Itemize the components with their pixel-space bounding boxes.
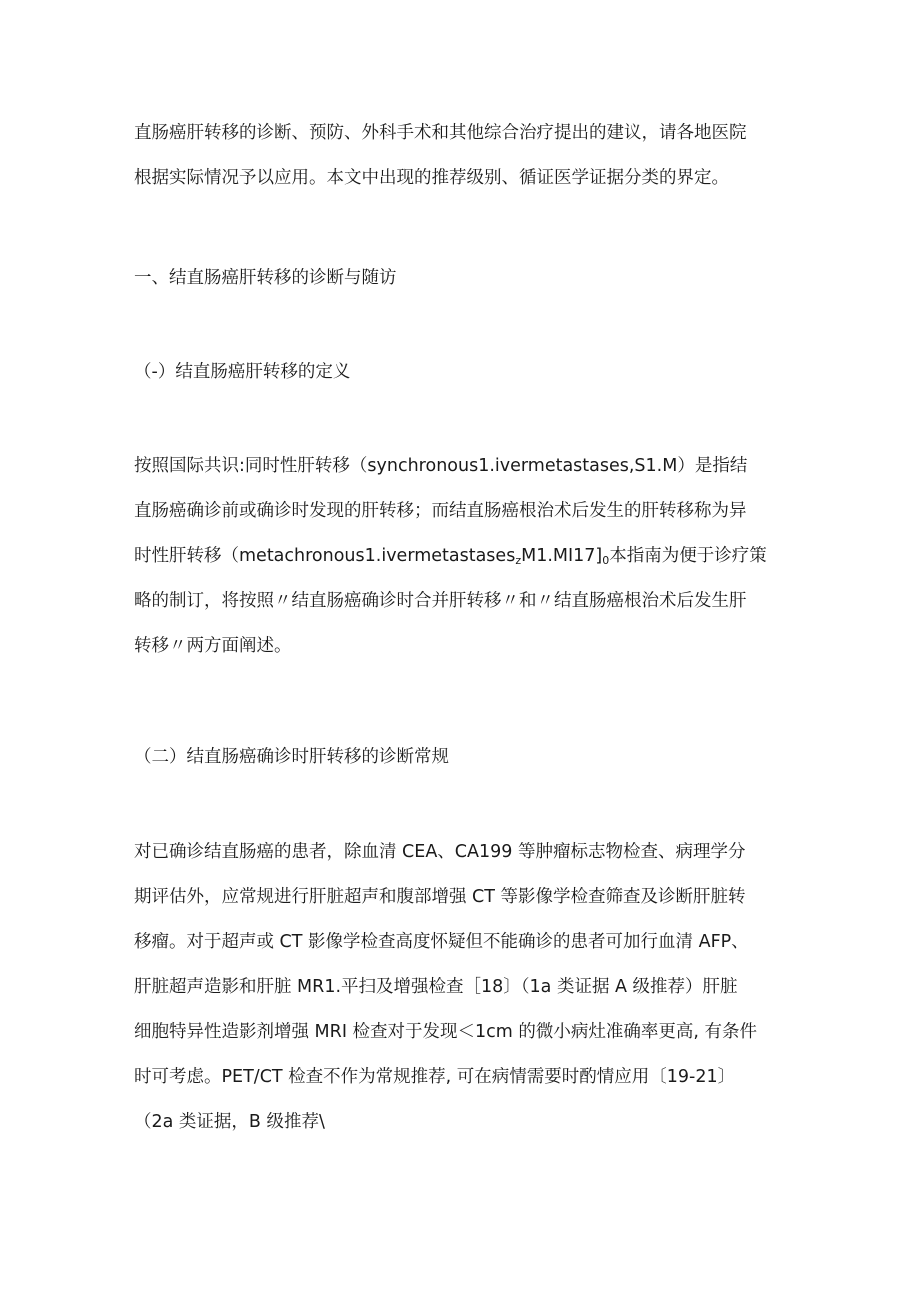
subscript: z xyxy=(515,554,522,567)
subsection-heading: （-）结直肠癌肝转移的定义 xyxy=(134,362,351,382)
section-heading: 一、结直肠癌肝转移的诊断与随访 xyxy=(134,268,397,288)
subsection-heading: （二）结直肠癌确诊时肝转移的诊断常规 xyxy=(134,747,449,767)
text-line: 转移〃两方面阐述。 xyxy=(134,636,292,656)
text-line: 移瘤。对于超声或 CT 影像学检查高度怀疑但不能确诊的患者可加行血清 AFP、 xyxy=(134,932,749,952)
text-line: 细胞特异性造影剂增强 MRI 检查对于发现＜1cm 的微小病灶准确率更高, 有条件 xyxy=(134,1022,758,1042)
text-line: 肝脏超声造影和肝脏 MR1.平扫及增强检查［18〕（1a 类证据 A 级推荐）肝脏 xyxy=(134,977,738,997)
text-line: （2a 类证据，B 级推荐\ xyxy=(134,1112,325,1132)
text-segment: 时性肝转移（metachronous1.ivermetastases xyxy=(134,546,516,566)
diagnosis-paragraph xyxy=(134,830,804,1145)
text-segment: M1.MI17] xyxy=(521,546,603,566)
text-segment: 本指南为便于诊疗策 xyxy=(609,546,767,566)
definition-paragraph xyxy=(134,444,804,669)
text-line: 直肠癌确诊前或确诊时发现的肝转移；而结直肠癌根治术后发生的肝转移称为异 xyxy=(134,501,747,521)
text-line: 按照国际共识:同时性肝转移（synchronous1.ivermetastases,S1.M）是指结 xyxy=(134,456,748,476)
text-line: 直肠癌肝转移的诊断、预防、外科手术和其他综合治疗提出的建议，请各地医院 xyxy=(134,123,747,143)
text-line: 略的制订，将按照〃结直肠癌确诊时合并肝转移〃和〃结直肠癌根治术后发生肝 xyxy=(134,591,747,611)
text-line: 根据实际情况予以应用。本文中出现的推荐级别、循证医学证据分类的界定。 xyxy=(134,168,729,188)
text-line: 对已确诊结直肠癌的患者，除血清 CEA、CA199 等肿瘤标志物检查、病理学分 xyxy=(134,842,746,862)
intro-paragraph xyxy=(134,111,804,201)
subscript: 0 xyxy=(602,554,610,567)
text-line: 时可考虑。PET/CT 检查不作为常规推荐, 可在病情需要时酌情应用〔19-21〕 xyxy=(134,1067,736,1087)
text-line xyxy=(134,534,804,579)
text-line: 期评估外，应常规进行肝脏超声和腹部增强 CT 等影像学检查筛查及诊断肝脏转 xyxy=(134,887,746,907)
